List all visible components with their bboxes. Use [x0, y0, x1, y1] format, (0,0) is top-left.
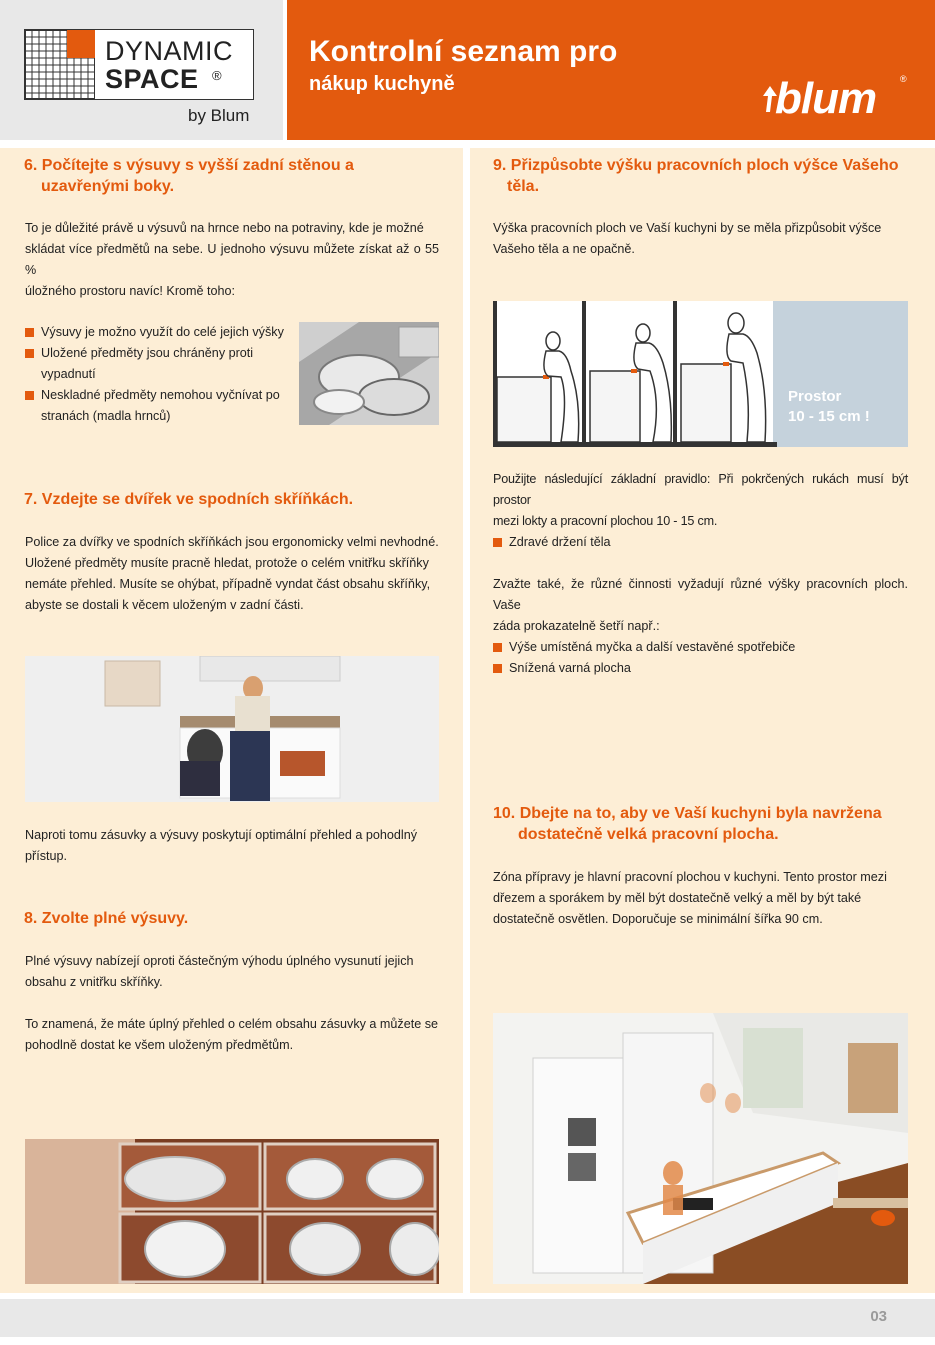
- worktop-height-diagram: [493, 301, 908, 447]
- section-9-bullet-1: [493, 532, 908, 553]
- list-item-text: stranách (madla hrnců): [41, 409, 171, 423]
- section-9-paragraph-2: [493, 574, 908, 637]
- section-10-title-line2: dostatečně velká pracovní plocha.: [518, 826, 779, 843]
- text-line: To znamená, že máte úplný přehled o celém obsahu zásuvky a můžete se: [25, 1017, 439, 1031]
- text-line: Police za dvířky ve spodních skříňkách jsou ergonomicky velmi nevhodné.: [25, 535, 439, 549]
- list-item: [25, 322, 295, 343]
- section-7-paragraph: [25, 532, 439, 616]
- diagram-label-line1: Prostor: [788, 388, 842, 405]
- section-8-title: 8. Zvolte plné výsuvy.: [24, 910, 189, 927]
- logo-line1: DYNAMIC: [105, 36, 234, 66]
- dynamic-space-logo: [24, 29, 254, 100]
- section-6-paragraph: [25, 218, 439, 302]
- header-title-area: [287, 0, 935, 140]
- text-line: mezi lokty a pracovní plochou 10 - 15 cm.: [493, 514, 718, 528]
- section-10-title: [493, 803, 882, 845]
- text-line: nemáte přehled. Musíte se ohýbat, případně vyndat část obsahu skříňky,: [25, 577, 431, 591]
- section-9-paragraph: [493, 218, 908, 260]
- text-line: Naproti tomu zásuvky a výsuvy poskytují optimální přehled a pohodlný: [25, 828, 418, 842]
- section-8-paragraph: [25, 951, 439, 993]
- bullet-square-icon: [493, 664, 502, 673]
- bullet-square-icon: [25, 349, 34, 358]
- text-line: abyste se dostali k věcem uloženým v zadní části.: [25, 598, 304, 612]
- women-kitchen-cabinets-image: [25, 656, 439, 802]
- list-item: [25, 385, 295, 427]
- text-line: Vašeho těla a ne opačně.: [493, 242, 635, 256]
- text-line: Zóna přípravy je hlavní pracovní plochou v kuchyni. Tento prostor mezi: [493, 870, 887, 884]
- bullet-square-icon: [25, 328, 34, 337]
- text-line: pohodlně dostat ke všem uloženým předmětům.: [25, 1038, 294, 1052]
- text-line: dřezem a sporákem by měl být dostatečně velký a měl by být také: [493, 891, 862, 905]
- text-line: To je důležité právě u výsuvů na hrnce nebo na potraviny, kde je možné: [25, 221, 424, 235]
- section-10-paragraph: [493, 867, 908, 930]
- section-7-title: 7. Vzdejte se dvířek ve spodních skříňkách.: [24, 491, 354, 508]
- list-item-text: Neskladné předměty nemohou vyčnívat po: [41, 388, 280, 402]
- logo-line2: SPACE: [105, 64, 199, 94]
- list-item: [493, 658, 908, 679]
- section-6-bullets: [25, 322, 295, 427]
- text-line: Výška pracovních ploch ve Vaší kuchyni by se měla přizpůsobit výšce: [493, 221, 882, 235]
- section-9-bullets-2: [493, 637, 908, 679]
- left-column: [0, 148, 463, 1293]
- full-extension-drawer-image: [25, 1139, 439, 1284]
- list-item: [25, 343, 295, 385]
- section-9-rule: [493, 469, 908, 532]
- blum-registered: ®: [900, 74, 907, 84]
- kitchen-island-image: [493, 1013, 908, 1284]
- section-6-title: [24, 155, 354, 197]
- logo-grid-icon: [25, 30, 95, 99]
- list-item-text: Výsuvy je možno využít do celé jejich výšky: [41, 325, 284, 339]
- section-10-title-line1: 10. Dbejte na to, aby ve Vaší kuchyni byla navržena: [493, 805, 882, 822]
- text-line: dostatečně osvětlen. Doporučuje se minimální šířka 90 cm.: [493, 912, 823, 926]
- diagram-label-line2: 10 - 15 cm !: [788, 408, 870, 425]
- header-logo-area: [0, 0, 283, 140]
- bullet-square-icon: [493, 643, 502, 652]
- drawer-pots-image: [299, 322, 439, 425]
- text-line: obsahu z vnitřku skříňky.: [25, 975, 163, 989]
- text-line: Plné výsuvy nabízejí oproti částečným výhodu úplného vysunutí jejich: [25, 954, 414, 968]
- text-line: skládat více předmětů na sebe. U jednoho výsuvu můžete získat až o 55 %: [25, 242, 439, 277]
- bullet-square-icon: [25, 391, 34, 400]
- text-line: Použijte následující základní pravidlo: Při pokrčených rukách musí být prostor: [493, 472, 908, 507]
- list-item-text: vypadnutí: [41, 367, 96, 381]
- list-item-text: Zdravé držení těla: [509, 535, 611, 549]
- text-line: Zvažte také, že různé činnosti vyžadují různé výšky pracovních ploch. Vaše: [493, 577, 908, 612]
- page-title: Kontrolní seznam pro: [309, 35, 618, 68]
- logo-registered: ®: [212, 68, 222, 83]
- section-6-title-line2: uzavřenými boky.: [41, 178, 175, 195]
- logo-by-blum: by Blum: [188, 106, 250, 125]
- section-9-title-line2: těla.: [507, 178, 540, 195]
- bullet-square-icon: [493, 538, 502, 547]
- text-line: záda prokazatelně šetří např.:: [493, 619, 660, 633]
- list-item: [493, 637, 908, 658]
- section-9-title: [493, 155, 899, 197]
- page-footer: [0, 1299, 935, 1337]
- text-line: Uložené předměty musíte pracně hledat, protože o celém vnitřku skříňky: [25, 556, 429, 570]
- list-item: [493, 532, 908, 553]
- section-6-title-line1: 6. Počítejte s výsuvy s vyšší zadní stěnou a: [24, 157, 354, 174]
- text-line: úložného prostoru navíc! Kromě toho:: [25, 284, 236, 298]
- page-number: 03: [870, 1308, 887, 1325]
- section-7-paragraph-2: [25, 825, 439, 867]
- list-item-text: Výše umístěná myčka a další vestavěné spotřebiče: [509, 640, 796, 654]
- right-column: [470, 148, 935, 1293]
- page-subtitle: nákup kuchyně: [309, 73, 455, 95]
- blum-brand-logo: blum: [775, 74, 877, 123]
- text-line: přístup.: [25, 849, 67, 863]
- section-8-paragraph-2: [25, 1014, 439, 1056]
- list-item-text: Snížená varná plocha: [509, 661, 631, 675]
- section-9-title-line1: 9. Přizpůsobte výšku pracovních ploch výšce Vašeho: [493, 157, 899, 174]
- list-item-text: Uložené předměty jsou chráněny proti: [41, 346, 254, 360]
